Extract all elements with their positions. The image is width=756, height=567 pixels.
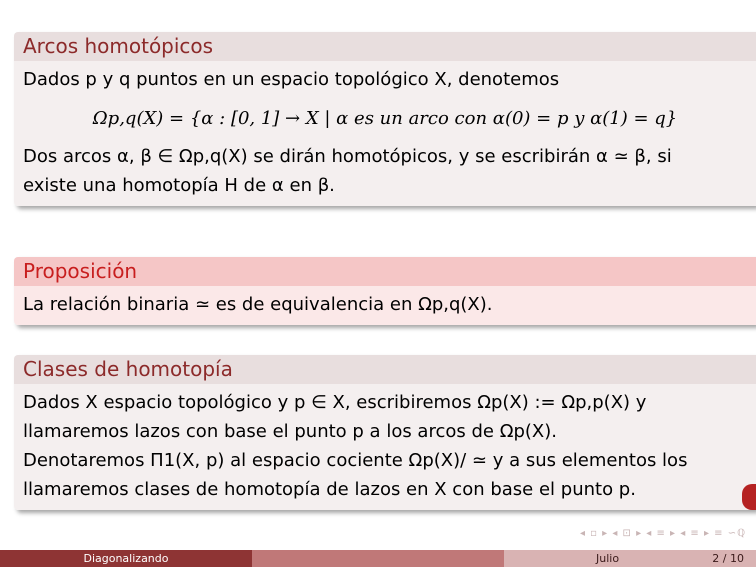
text-line: existe una homotopía H de α en β. bbox=[23, 175, 335, 196]
block-body bbox=[14, 286, 756, 325]
text-line: Denotaremos Π1(X, p) al espacio cociente Ωp(X)/ ≃ y a sus elementos los bbox=[23, 450, 688, 471]
footer-date: Julio bbox=[596, 552, 620, 565]
footer-middle-segment bbox=[252, 550, 504, 567]
footer-left-label: Diagonalizando bbox=[0, 550, 252, 567]
footer-page-number: 2 / 10 bbox=[712, 552, 744, 565]
display-formula: Ωp,q(X) = {α : [0, 1] → X | α es un arco con α(0) = p y α(1) = q} bbox=[92, 108, 678, 129]
footer-right-segment bbox=[504, 550, 756, 567]
block-body bbox=[14, 61, 756, 206]
block-title: Clases de homotopía bbox=[14, 355, 756, 384]
text-line: Dados p y q puntos en un espacio topológico X, denotemos bbox=[23, 69, 560, 90]
text-line: Dos arcos α, β ∈ Ωp,q(X) se dirán homotópicos, y se escribirán α ≃ β, si bbox=[23, 146, 672, 167]
block-body bbox=[14, 384, 756, 510]
block-clases-de-homotopia bbox=[14, 355, 756, 510]
beamer-navigation-symbols[interactable]: ◂ ▫ ▸ ◂ ⊡ ▸ ◂ ≡ ▸ ◂ ≡ ▸ ≡ ∽ℚ bbox=[579, 528, 746, 539]
block-title: Proposición bbox=[14, 257, 756, 286]
decorative-cap-icon bbox=[742, 484, 756, 510]
text-line: La relación binaria ≃ es de equivalencia en Ωp,q(X). bbox=[23, 294, 493, 315]
text-line: llamaremos clases de homotopía de lazos en X con base el punto p. bbox=[23, 479, 636, 500]
text-line: llamaremos lazos con base el punto p a los arcos de Ωp(X). bbox=[23, 421, 557, 442]
text-line: Dados X espacio topológico y p ∈ X, escribiremos Ωp(X) := Ωp,p(X) y bbox=[23, 392, 647, 413]
block-title: Arcos homotópicos bbox=[14, 32, 756, 61]
block-proposicion bbox=[14, 257, 756, 325]
footer-bar bbox=[0, 550, 756, 567]
block-arcos-homotopicos bbox=[14, 32, 756, 206]
